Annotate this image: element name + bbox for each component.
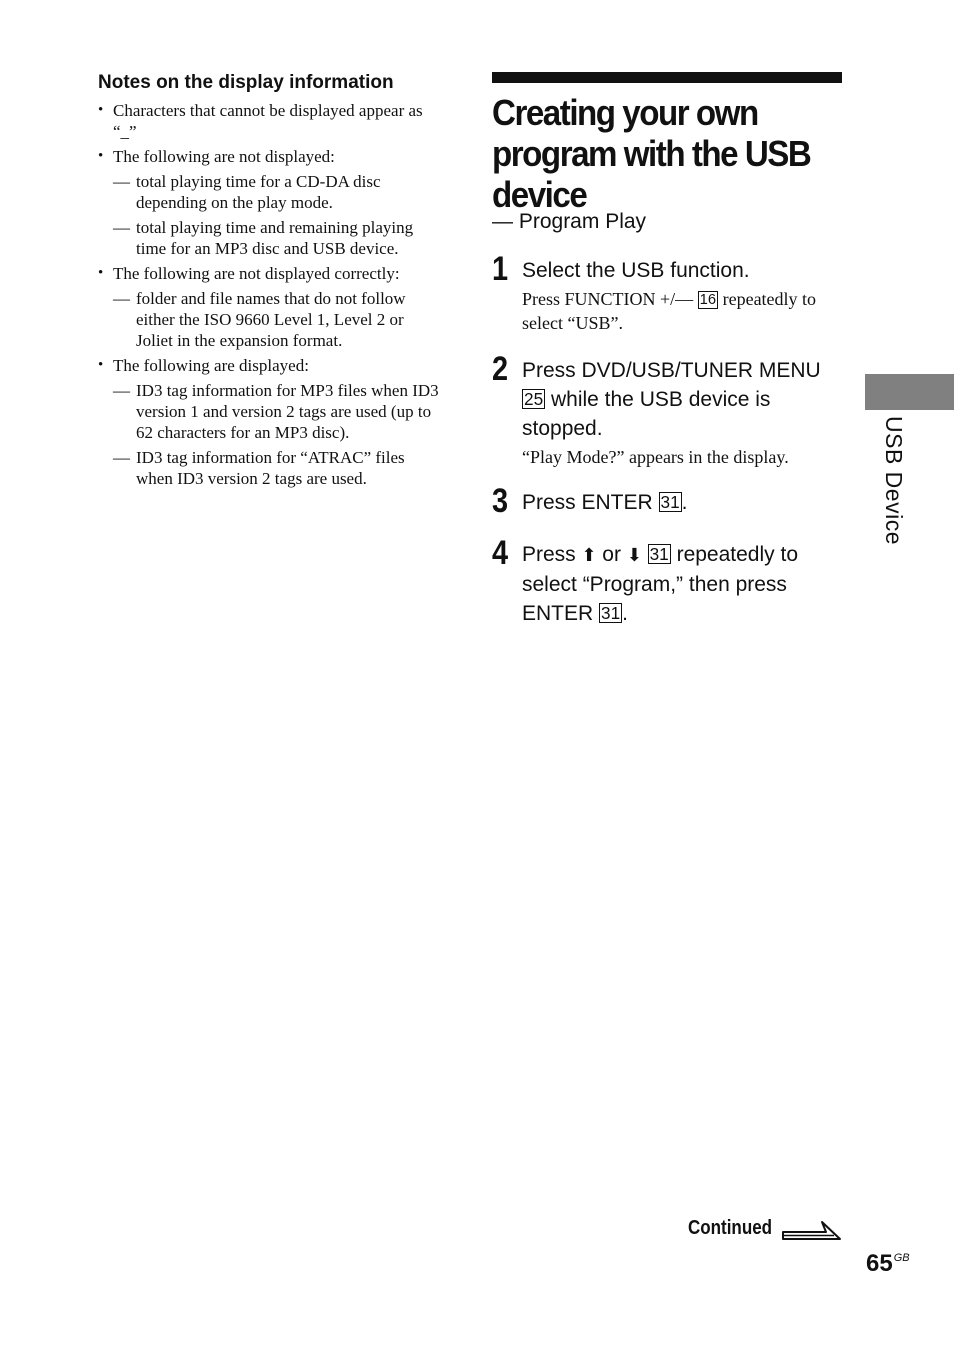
callout-number: 31 [601, 603, 621, 623]
step-2 [492, 350, 842, 469]
step-number: 1 [492, 250, 509, 288]
step-heading-text: . [622, 602, 628, 625]
callout-number: 16 [699, 292, 717, 308]
up-arrow-icon: ⬆ [581, 545, 597, 565]
step-heading-text: Press [522, 543, 582, 566]
step-body-text: repeatedly to select “USB”. [522, 289, 817, 333]
step-number: 2 [492, 350, 509, 388]
dash-item [98, 288, 443, 351]
bullet-item [98, 263, 443, 284]
callout-number: 31 [649, 544, 669, 564]
dash-icon: — [113, 218, 130, 237]
step-heading-text: Press ENTER [522, 491, 659, 514]
step-number: 3 [492, 482, 509, 520]
step-heading-text: Press DVD/USB/TUNER MENU [522, 359, 821, 382]
continued-arrow-icon [782, 1218, 842, 1244]
bullet-icon: • [98, 102, 104, 118]
bullet-text: The following are not displayed: [113, 147, 335, 166]
notes-item-3 [98, 263, 443, 351]
dash-icon: — [113, 381, 130, 400]
dash-text: total playing time and remaining playing time for an MP3 disc and USB device. [136, 218, 414, 258]
continued-label: Continued [688, 1217, 773, 1239]
dash-text: ID3 tag information for “ATRAC” files when ID3 version 2 tags are used. [136, 448, 405, 488]
step-heading-text: or [596, 543, 627, 566]
bullet-icon: • [98, 265, 104, 281]
side-tab [865, 374, 954, 410]
step-heading [522, 488, 842, 517]
dash-text: total playing time for a CD-DA disc depending on the play mode. [136, 172, 381, 212]
section-subtitle: — Program Play [492, 210, 647, 233]
section-title: Creating your own program with the USB device [492, 92, 811, 215]
dash-item [98, 217, 443, 259]
bullet-item [98, 146, 443, 167]
step-1 [492, 250, 842, 335]
notes-item-2 [98, 146, 443, 259]
step-heading [522, 256, 842, 285]
bullet-item [98, 100, 443, 142]
notes-item-4 [98, 355, 443, 489]
step-body-text: Press FUNCTION +/— [522, 289, 698, 309]
bullet-icon: • [98, 357, 104, 373]
dash-text: ID3 tag information for MP3 files when ID3 version 1 and version 2 tags are used (up to 62 characters for an MP3 disc). [136, 381, 439, 442]
callout-number: 25 [524, 389, 544, 409]
notes-item-1 [98, 100, 443, 142]
step-4 [492, 534, 842, 628]
dash-icon: — [113, 448, 130, 467]
section-rule [492, 72, 842, 83]
step-body [522, 287, 842, 335]
dash-text: folder and file names that do not follow either the ISO 9660 Level 1, Level 2 or Joliet in the expansion format. [136, 289, 406, 350]
side-tab-label: USB Device [881, 416, 907, 545]
dash-item [98, 447, 443, 489]
step-heading [522, 540, 842, 628]
down-arrow-icon: ⬇ [626, 545, 642, 565]
step-heading-text: repeatedly to select “Program,” then press ENTER [522, 543, 799, 625]
bullet-text: The following are displayed: [113, 356, 309, 375]
notes-section [98, 72, 443, 493]
step-heading [522, 356, 842, 443]
dash-icon: — [113, 289, 130, 308]
step-body: “Play Mode?” appears in the display. [522, 447, 789, 467]
step-heading-text: while the USB device is stopped. [522, 388, 771, 440]
dash-icon: — [113, 172, 130, 191]
bullet-text: The following are not displayed correctly: [113, 264, 400, 283]
dash-item [98, 380, 443, 443]
bullet-text: Characters that cannot be displayed appear as “_” [113, 101, 423, 141]
step-heading-text: Select the USB function. [522, 259, 750, 282]
page-suffix: GB [893, 1252, 910, 1264]
bullet-icon: • [98, 148, 104, 164]
step-heading-text: . [681, 491, 688, 514]
notes-title: Notes on the display information [98, 72, 394, 93]
page-number [866, 1250, 910, 1278]
bullet-item [98, 355, 443, 376]
dash-item [98, 171, 443, 213]
page-number-value: 65 [866, 1250, 893, 1277]
step-3 [492, 482, 842, 520]
callout-number: 31 [660, 492, 680, 512]
step-number: 4 [492, 534, 509, 572]
